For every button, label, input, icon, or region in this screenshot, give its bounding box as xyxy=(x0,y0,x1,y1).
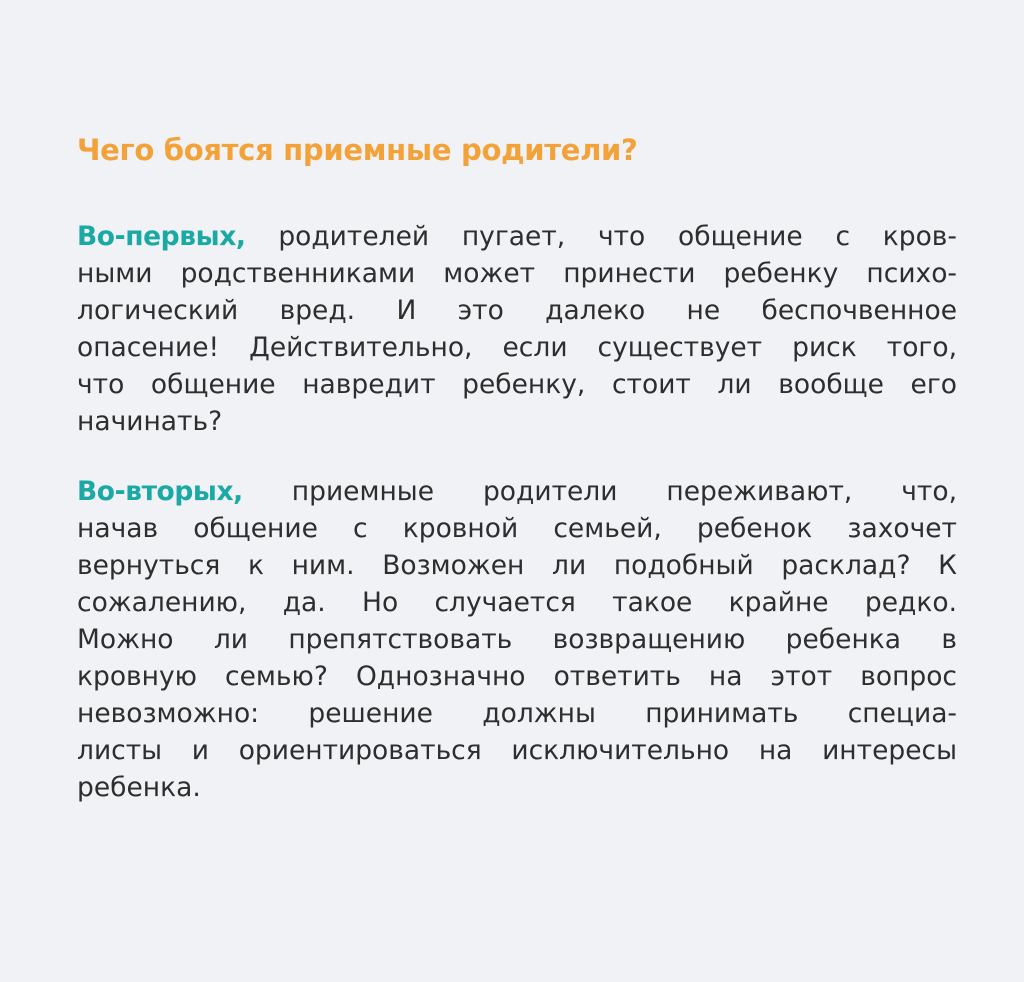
paragraph-lead: Во-первых, xyxy=(77,221,246,252)
paragraph-line: ными родственниками может принести ребенку психо- xyxy=(77,258,957,289)
paragraph-first xyxy=(77,218,957,440)
paragraph-line: листы и ориентироваться исключительно на интересы xyxy=(77,735,957,766)
paragraph-line: начав общение с кровной семьей, ребенок захочет xyxy=(77,513,957,544)
paragraph-line: ребенка. xyxy=(77,772,201,803)
paragraph-line: начинать? xyxy=(77,406,223,437)
paragraph-line: сожалению, да. Но случается такое крайне редко. xyxy=(77,587,957,618)
paragraph-lead: Во-вторых, xyxy=(77,476,243,507)
paragraph-line: что общение навредит ребенку, стоит ли вообще его xyxy=(77,369,957,400)
paragraph-second xyxy=(77,473,957,806)
paragraph-line: логический вред. И это далеко не беспочвенное xyxy=(77,295,957,326)
paragraph-text: приемные родители переживают, что, xyxy=(242,476,957,507)
paragraph-line xyxy=(77,473,957,510)
paragraph-line: невозможно: решение должны принимать специа- xyxy=(77,698,957,729)
paragraph-line: Можно ли препятствовать возвращению ребенка в xyxy=(77,624,957,655)
slide-content xyxy=(77,128,957,806)
paragraph-line: кровную семью? Однозначно ответить на этот вопрос xyxy=(77,661,957,692)
page-title: Чего боятся приемные родители? xyxy=(77,133,638,167)
paragraph-line: опасение! Действительно, если существует риск того, xyxy=(77,332,957,363)
paragraph-line xyxy=(77,218,957,255)
paragraph-line: вернуться к ним. Возможен ли подобный расклад? К xyxy=(77,550,957,581)
paragraph-text: родителей пугает, что общение с кров- xyxy=(245,221,957,252)
